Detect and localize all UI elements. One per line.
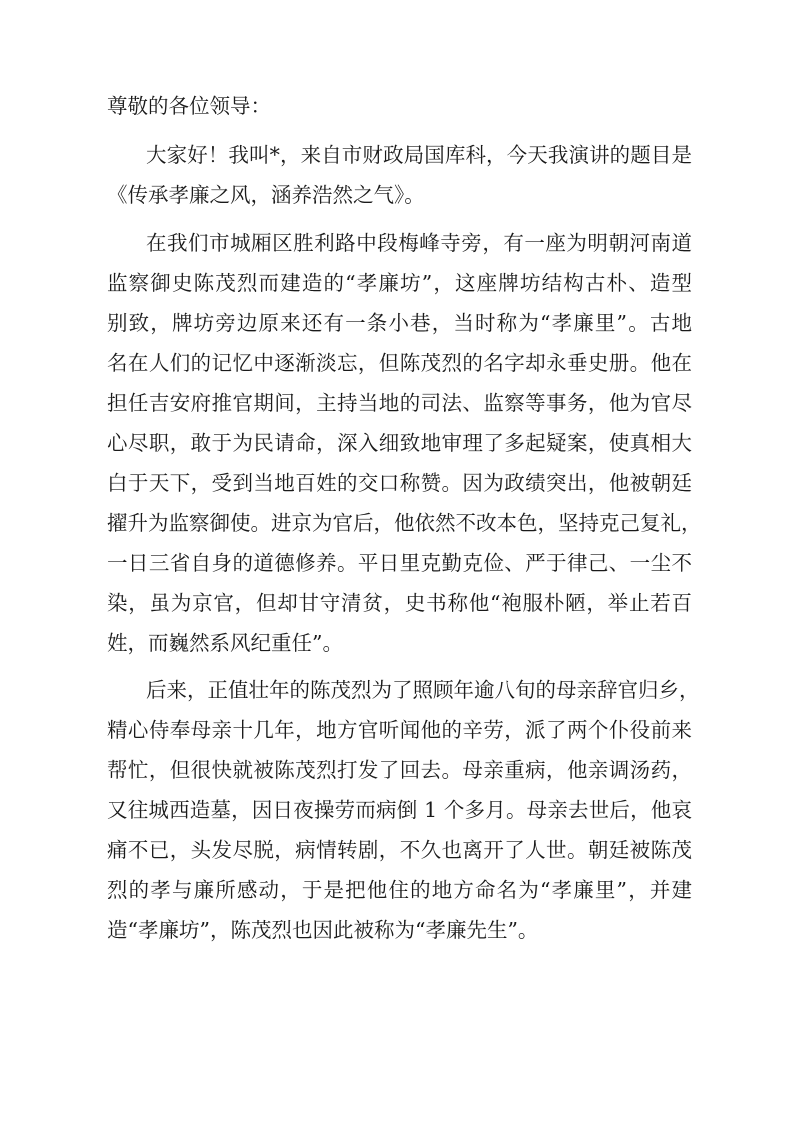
paragraph-line: 染，虽为京官，但却甘守清贫，史书称他“袍服朴陋，举止若百 <box>107 591 692 615</box>
paragraph-line: 监察御史陈茂烈而建造的“孝廉坊”，这座牌坊结构古朴、造型 <box>107 271 692 295</box>
paragraph-line: 后来，正值壮年的陈茂烈为了照顾年逾八旬的母亲辞官归乡， <box>146 678 700 702</box>
paragraph-line: 又往城西造墓，因日夜操劳而病倒 1 个多月。母亲去世后，他哀 <box>107 798 692 822</box>
paragraph-line: 烈的孝与廉所感动，于是把他住的地方命名为“孝廉里”，并建 <box>107 878 692 902</box>
paragraph-line: 担任吉安府推官期间，主持当地的司法、监察等事务，他为官尽 <box>107 391 692 415</box>
paragraph-line: 在我们市城厢区胜利路中段梅峰寺旁，有一座为明朝河南道 <box>146 231 692 255</box>
salutation: 尊敬的各位领导： <box>107 94 271 118</box>
paragraph-line: 姓，而巍然系风纪重任”。 <box>107 631 343 655</box>
paragraph-line: 痛不已，头发尽脱，病情转剧，不久也离开了人世。朝廷被陈茂 <box>107 838 692 862</box>
paragraph-line: 造“孝廉坊”，陈茂烈也因此被称为“孝廉先生”。 <box>107 918 539 942</box>
paragraph-line: 精心侍奉母亲十几年，地方官听闻他的辛劳，派了两个仆役前来 <box>107 718 692 742</box>
paragraph-line: 名在人们的记忆中逐渐淡忘，但陈茂烈的名字却永垂史册。他在 <box>107 351 692 375</box>
paragraph-line: 别致，牌坊旁边原来还有一条小巷，当时称为“孝廉里”。古地 <box>107 311 692 335</box>
paragraph-line: 心尽职，敢于为民请命，深入细致地审理了多起疑案，使真相大 <box>107 431 692 455</box>
paragraph-line: 一日三省自身的道德修养。平日里克勤克俭、严于律己、一尘不 <box>107 551 692 575</box>
paragraph-line: 大家好！我叫*，来自市财政局国库科，今天我演讲的题目是 <box>146 143 692 167</box>
paragraph-line: 白于天下，受到当地百姓的交口称赞。因为政绩突出，他被朝廷 <box>107 471 692 495</box>
paragraph-line: 擢升为监察御使。进京为官后，他依然不改本色，坚持克己复礼， <box>107 511 702 535</box>
paragraph-line: 帮忙，但很快就被陈茂烈打发了回去。母亲重病，他亲调汤药， <box>107 758 692 782</box>
paragraph-line: 《传承孝廉之风，涵养浩然之气》。 <box>107 183 425 207</box>
